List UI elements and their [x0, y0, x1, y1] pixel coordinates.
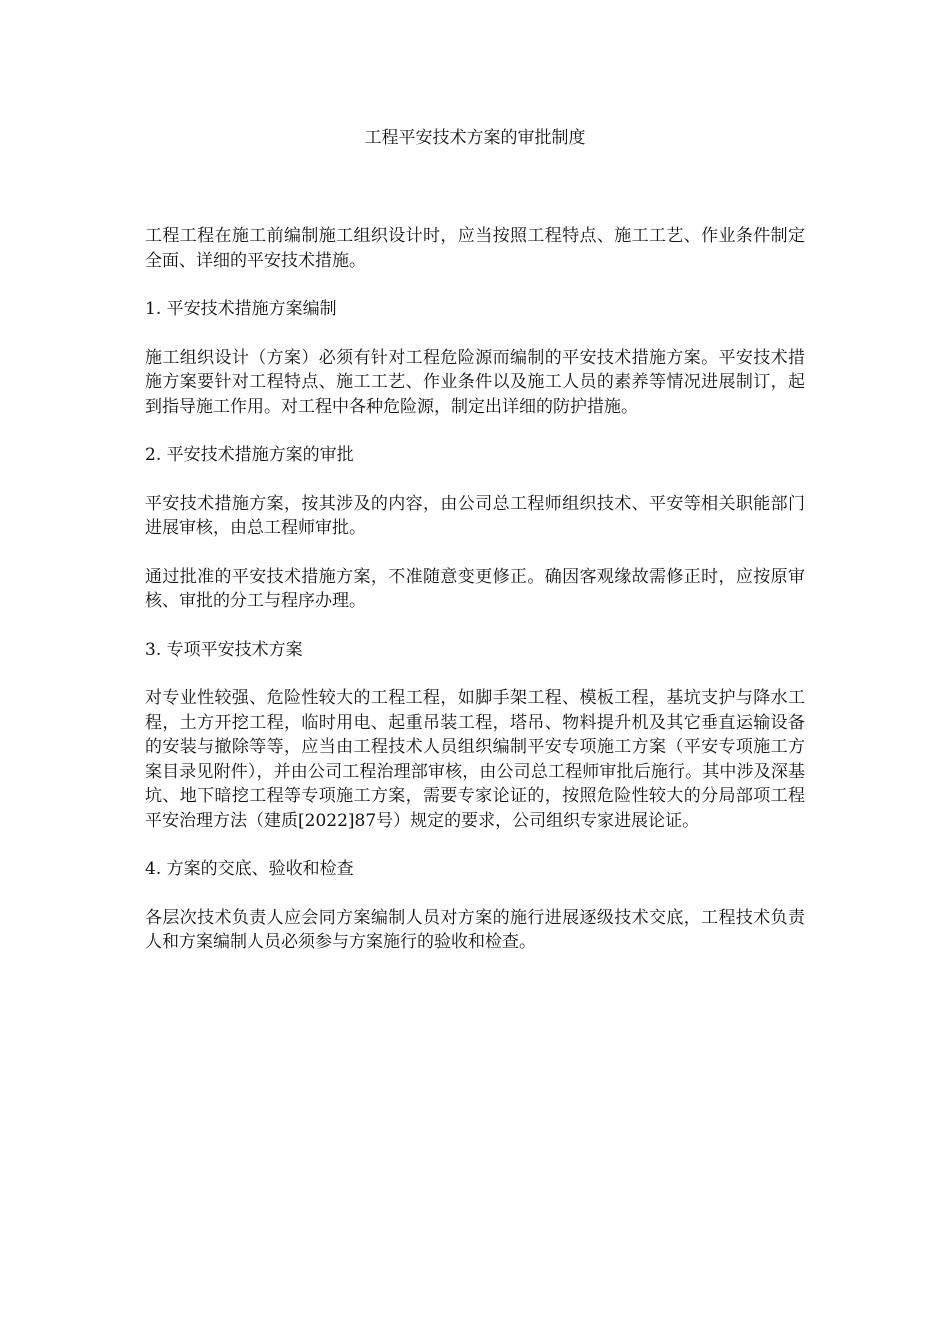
section-heading-2: 2. 平安技术措施方案的审批	[145, 445, 354, 465]
document-body	[145, 224, 805, 979]
document-title: 工程平安技术方案的审批制度	[364, 128, 586, 148]
section-2-paragraph-2: 通过批准的平安技术措施方案，不准随意变更修正。确因客观缘故需修正时，应按原审核、审批的分工与程序办理。	[145, 566, 805, 611]
intro-paragraph: 工程工程在施工前编制施工组织设计时，应当按照工程特点、施工工艺、作业条件制定全面、详细的平安技术措施。	[145, 226, 805, 271]
section-4-paragraph: 各层次技术负责人应会同方案编制人员对方案的施行进展逐级技术交底，工程技术负责人和方案编制人员必须参与方案施行的验收和检查。	[145, 907, 805, 952]
section-heading-3: 3. 专项平安技术方案	[145, 639, 303, 660]
section-heading-1: 1. 平安技术措施方案编制	[145, 299, 337, 319]
section-3-paragraph: 对专业性较强、危险性较大的工程工程，如脚手架工程、模板工程，基坑支护与降水工程，土方开挖工程，临时用电、起重吊装工程，塔吊、物料提升机及其它垂直运输设备的安装与撤除等等，应当由工程技术人员组织编制平安专项施工方案（平安专项施工方案目录见附件），并由公司工程治理部审核，由公司总工程师审批后施行。其中涉及深基坑、地下暗挖工程等专项施工方案，需要专家论证的，按照危险性较大的分局部项工程平安治理方法（建质[2022]87号）规定的要求，公司组织专家进展论证。	[145, 688, 805, 831]
section-heading-4: 4. 方案的交底、验收和检查	[145, 859, 354, 879]
section-2-paragraph-1: 平安技术措施方案，按其涉及的内容，由公司总工程师组织技术、平安等相关职能部门进展审核，由总工程师审批。	[145, 493, 805, 538]
section-1-paragraph: 施工组织设计（方案）必须有针对工程危险源而编制的平安技术措施方案。平安技术措施方案要针对工程特点、施工工艺、作业条件以及施工人员的素养等情况进展制订，起到指导施工作用。对工程中各种危险源，制定出详细的防护措施。	[145, 347, 805, 417]
